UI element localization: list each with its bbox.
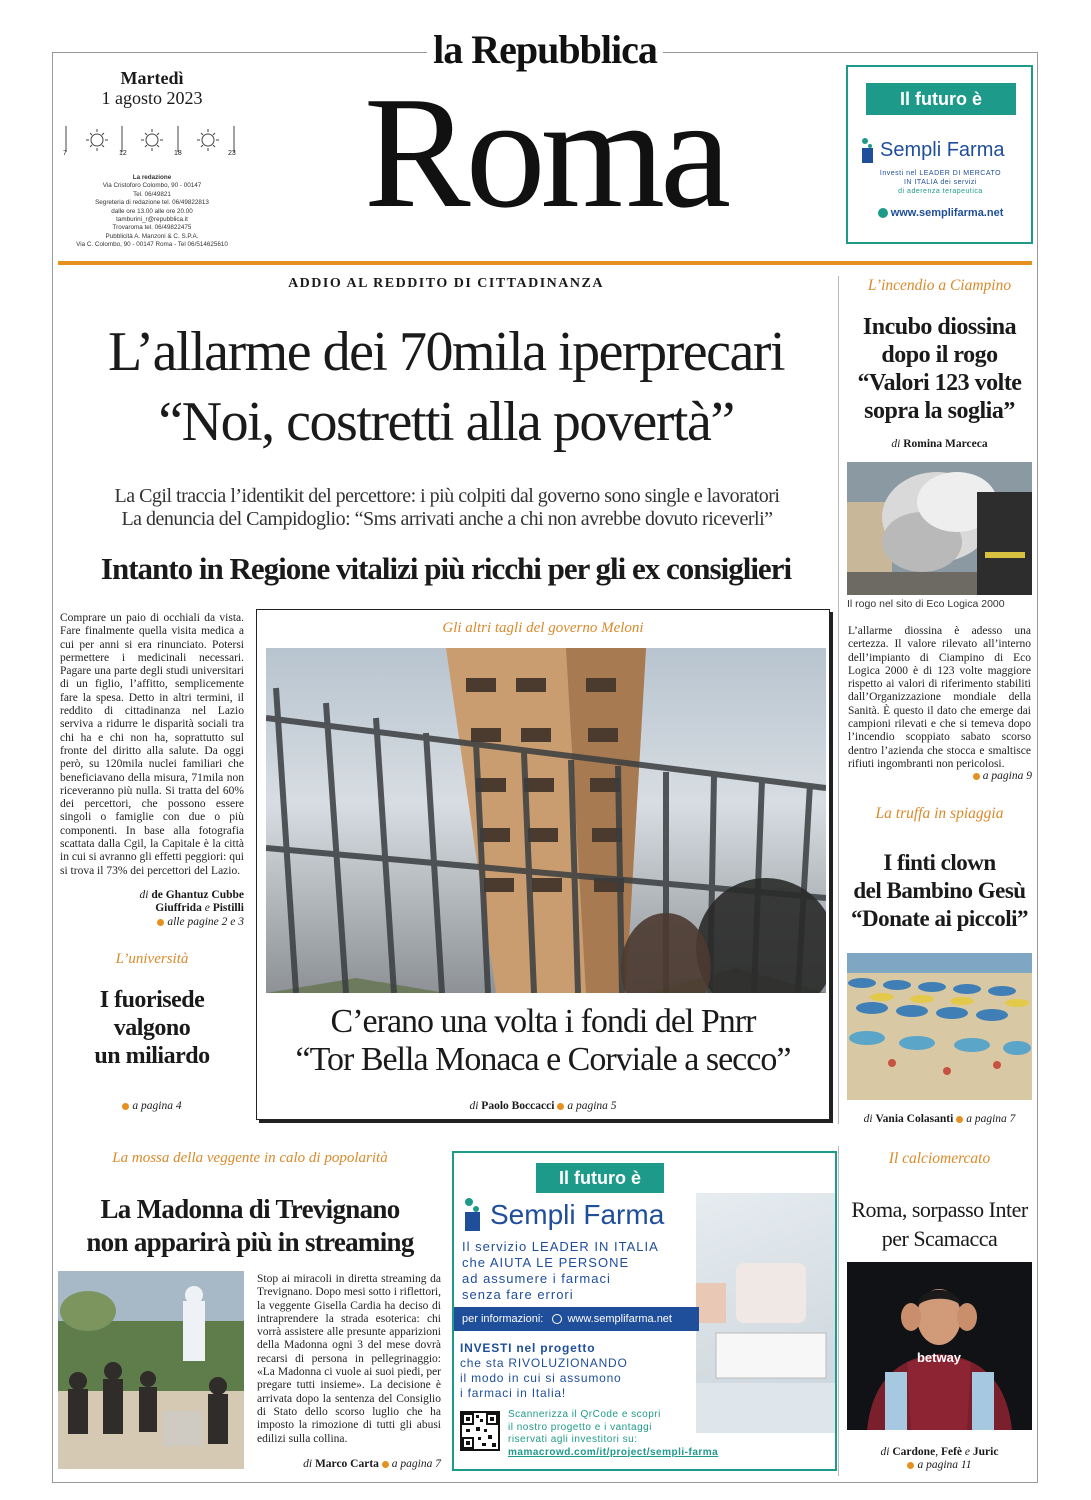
weather-hour-1: 12 [119, 150, 127, 157]
date-block [62, 68, 242, 108]
calcio-kicker: Il calciomercato [888, 1150, 991, 1167]
ad-bottom[interactable] [452, 1151, 837, 1471]
calcio-headline: Roma, sorpasso Inter per Scamacca [851, 1197, 1028, 1251]
tower-building-image [266, 648, 826, 993]
ciampino-kicker: L’incendio a Ciampino [867, 277, 1012, 294]
calcio-page-ref[interactable]: a pagina 11 [847, 1459, 1032, 1471]
ad-bottom-qr-url[interactable]: mamacrowd.com/it/project/sempli-farma [508, 1446, 719, 1458]
ad-top-tagline: Investi nel LEADER DI MERCATO [879, 170, 1002, 177]
universita-headline: I fuorisede valgono un miliardo [94, 987, 210, 1069]
calcio-byline: di Cardone, Fefè e Juric [880, 1446, 999, 1458]
lead-byline: di de Ghantuz Cubbe Giuffrida e Pistilli [139, 889, 244, 914]
pill-dispenser-image [696, 1193, 837, 1433]
ciampino-page-ref[interactable]: a pagina 9 [847, 770, 1032, 782]
ciampino-byline: di Romina Marceca [891, 438, 988, 450]
ad-top-logo [860, 137, 1025, 165]
lead-subhead-1: La Cgil traccia l’identikit del percettore: i più colpiti dal governo sono single e lavoratori [114, 485, 780, 507]
ad-top-brand: Sempli Farma [880, 139, 1005, 161]
ad-bottom-invest: che sta RIVOLUZIONANDO [460, 1356, 628, 1370]
globe-icon [552, 1314, 562, 1324]
ad-bottom-photo [696, 1193, 837, 1433]
pnrr-headline-1: C’erano una volta i fondi del Pnrr [330, 1003, 756, 1040]
pnrr-byline[interactable]: di Paolo Boccacci a pagina 5 [469, 1100, 617, 1112]
ciampino-headline: Incubo diossina dopo il rogo “Valori 123 volte sopra la soglia” [857, 314, 1022, 424]
globe-icon [878, 208, 888, 218]
beach-photo [847, 953, 1032, 1100]
ad-bottom-invest: il modo in cui si assumono [460, 1371, 622, 1385]
redazione-line: Via Cristoforo Colombo, 90 - 00147 [102, 182, 202, 190]
ad-bottom-info-bar[interactable] [454, 1307, 699, 1331]
paper-name: la Repubblica [433, 27, 657, 72]
lead-headline-1: L’allarme dei 70mila iperprecari [107, 321, 785, 383]
pilgrims-image [58, 1271, 244, 1469]
redazione-line: dalle ore 13.00 alle ore 20.00 [111, 207, 193, 215]
ad-bottom-qr-text: Scannerizza il QrCode e scopri [508, 1409, 661, 1420]
pill-icon [462, 1197, 488, 1231]
ad-top-badge: Il futuro è [866, 83, 1016, 115]
qr-code-icon[interactable] [460, 1411, 500, 1451]
weather-hour-2: 18 [174, 150, 182, 157]
madonna-byline[interactable]: di Marco Carta a pagina 7 [303, 1458, 441, 1470]
ad-bottom-brand: Sempli Farma [490, 1199, 665, 1230]
lead-headline-2: “Noi, costretti alla povertà” [158, 391, 734, 453]
ad-bottom-invest: i farmaci in Italia! [460, 1386, 567, 1400]
pnrr-headline-2: “Tor Bella Monaca e Corviale a secco” [295, 1041, 791, 1078]
ad-top-tagline: IN ITALIA dei servizi [903, 179, 977, 186]
ciampino-body: L’allarme diossina è adesso una certezza. Il valore rilevato all’interno dell’impianto di Ciampino di Eco Logica 2000 è di 123 volte maggiore rispetto ai valori di riferimento stabiliti dall’Organizzazione mondiale della Sanità. È questo il dato che emerge dai campioni rilevati e che si temeva dopo l’incendio scoppiato sabato scorso dentro l’azienda che stocca e smaltisce rifiuti ingombranti non pericolosi. [848, 625, 1031, 770]
weather-hour-0: 7 [63, 150, 67, 157]
redazione-title: La redazione [132, 174, 172, 181]
lead-page-ref[interactable]: alle pagine 2 e 3 [60, 916, 244, 928]
ad-top[interactable] [846, 65, 1033, 244]
ad-bottom-line: che AIUTA LE PERSONE [462, 1255, 630, 1270]
truffa-byline[interactable]: di Vania Colasanti a pagina 7 [863, 1113, 1016, 1125]
weather-hour-3: 23 [228, 150, 236, 157]
truffa-headline: I finti clown del Bambino Gesù “Donate ai piccoli” [850, 850, 1029, 931]
lead-subhead-2: La denuncia del Campidoglio: “Sms arrivati anche a chi non avrebbe dovuto riceverli” [121, 508, 773, 530]
secondary-headline: Intanto in Regione vitalizi più ricchi per gli ex consiglieri [100, 551, 792, 586]
truffa-kicker: La truffa in spiaggia [875, 805, 1004, 822]
lead-body: Comprare un paio di occhiali da vista. Fare finalmente quella visita medica a cui per anni si era rinunciato. Potersi permettere i medicinali necessari. Pagare una parte degli studi universitari di un figlio, l’affitto, semplicemente fare la spesa. Detto in altri termini, il reddito di cittadinanza nel Lazio serviva a ridurre le disparità sociali tra chi ha e chi non ha, soprattutto sul fronte del diritto alla salute. Da oggi però, su 120mila nuclei familiari che beneficiavano della misura, 71mila non riceveranno più nulla. Si tratta del 60% dei percettori, che possono essere singoli o famiglie con due o più componenti. In base alla fotografia scattata dalla Cgil, la Capitale è la città in cui si avranno gli effetti peggiori: qui si trova il 73% dei percettori del Lazio. [60, 612, 244, 877]
redazione-line: Via C. Colombo, 90 - 00147 Roma - Tel 06/514625610 [76, 241, 228, 249]
ciampino-caption: Il rogo nel sito di Eco Logica 2000 [847, 598, 1005, 610]
fire-smoke-image [847, 462, 1032, 595]
ad-top-url-row[interactable] [853, 207, 1028, 219]
day-label: Martedì [120, 68, 184, 88]
footballer-image [847, 1262, 1032, 1430]
redazione-line: Segreteria di redazione tel. 06/49822813 [95, 199, 209, 207]
redazione-info [62, 174, 242, 250]
calcio-photo [847, 1262, 1032, 1430]
ad-bottom-line: Il servizio LEADER IN ITALIA [462, 1239, 659, 1254]
ad-bottom-line: ad assumere i farmaci [462, 1271, 611, 1286]
madonna-body: Stop ai miracoli in diretta streaming da Trevignano. Dopo mesi sotto i riflettori, la veggente Gisella Cardia ha deciso di intraprendere la strada esoterica: chi vorrà assistere alle presunte apparizioni della Madonna ogni 3 del mese dovrà recarsi di persona in pellegrinaggio: «La Madonna ci vuole ai suoi piedi, per pregare tutti insieme». La decisione è arrivata dopo la sentenza del Consiglio di Stato dello scorso luglio che ha imposto la rimozione di tutti gli abusi edilizi sulla collina. [257, 1273, 441, 1445]
madonna-photo [58, 1271, 244, 1469]
ad-bottom-url: www.semplifarma.net [567, 1313, 672, 1325]
beach-umbrellas-image [847, 953, 1032, 1100]
weather-icon [62, 124, 242, 160]
redazione-line: Pubblicità A. Manzoni & C. S.P.A. [105, 232, 199, 240]
ad-bottom-qr-text: il nostro progetto e i vantaggi [508, 1421, 652, 1433]
weather-strip [62, 124, 242, 160]
ad-bottom-info-label: per informazioni: [462, 1313, 544, 1325]
madonna-headline: La Madonna di Trevignano non apparirà più in streaming [86, 1194, 414, 1257]
ad-bottom-badge: Il futuro è [536, 1163, 664, 1193]
ad-top-tagline: di aderenza terapeutica [898, 188, 983, 195]
shirt-sponsor: betway [916, 1350, 962, 1365]
redazione-line: Trovaroma tel. 06/49822475 [112, 224, 192, 232]
pill-icon [860, 137, 880, 163]
ad-bottom-logo [462, 1197, 702, 1235]
ad-bottom-qr-text: riservati agli investitori su: [508, 1434, 638, 1445]
masthead-separator [58, 261, 1032, 265]
ad-bottom-line: senza fare errori [462, 1287, 574, 1302]
pnrr-photo [266, 648, 826, 993]
redazione-line: Tel. 06/49821 [133, 190, 171, 198]
ad-bottom-invest: INVESTI nel progetto [460, 1341, 596, 1355]
city-title: Roma [363, 63, 727, 241]
redazione-line: tamburini_r@repubblica.it [116, 216, 188, 224]
universita-kicker: L’università [115, 951, 189, 967]
ciampino-photo [847, 462, 1032, 595]
madonna-kicker: La mossa della veggente in calo di popolarità [112, 1150, 388, 1166]
universita-page-ref[interactable]: a pagina 4 [60, 1100, 244, 1112]
pnrr-kicker: Gli altri tagli del governo Meloni [442, 620, 644, 636]
date-label: 1 agosto 2023 [101, 88, 203, 108]
ad-top-url: www.semplifarma.net [890, 207, 1004, 219]
lead-section-label: ADDIO AL REDDITO DI CITTADINANZA [288, 276, 604, 291]
